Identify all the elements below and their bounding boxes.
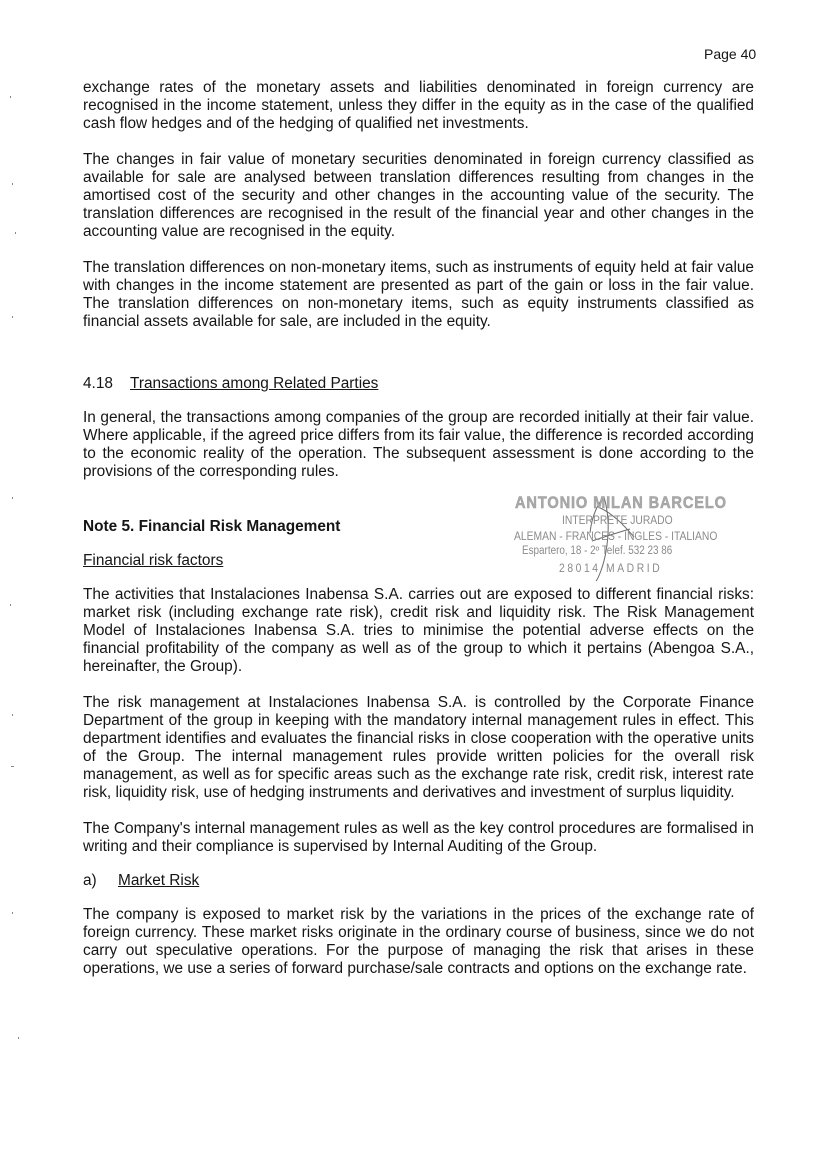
scan-mark xyxy=(10,96,11,98)
section-title: Transactions among Related Parties xyxy=(130,375,379,392)
paragraph-internal-rules: The Company's internal management rules as well as the key control procedures are formalised in writing and their compliance is supervised by Internal Auditing of the Group. xyxy=(83,820,754,855)
paragraph-risk-activities: The activities that Instalaciones Inabensa S.A. carries out are exposed to different financial risks: market risk (including exchange rate risk), credit risk and liquidity risk. The Risk Management Model of Instalaciones Inabensa S.A. tries to minimise the potential adverse effects on the financial profitability of the company as well as of the group to which it pertains (Abengoa S.A., hereinafter, the Group). xyxy=(83,586,754,675)
paragraph-risk-management: The risk management at Instalaciones Inabensa S.A. is controlled by the Corporate Finance Department of the group in keeping with the mandatory internal management rules in effect. This department identifies and evaluates the financial risks in close cooperation with the operative units of the Group. The internal management rules provide written policies for the overall risk management, as well as for specific areas such as the exchange rate risk, credit risk, interest rate risk, liquidity risk, use of hedging instruments and derivatives and investment of surplus liquidity. xyxy=(83,694,754,801)
stamp-role: INTERPRETE JURADO xyxy=(562,513,673,527)
stamp-languages: ALEMAN - FRANCES - INGLES - ITALIANO xyxy=(514,529,718,543)
section-number: 4.18 xyxy=(83,375,113,392)
scan-mark xyxy=(12,316,13,318)
scan-mark xyxy=(18,1037,19,1039)
market-risk-letter: a) xyxy=(83,872,97,889)
document-body xyxy=(83,79,754,996)
scan-mark xyxy=(10,604,11,606)
scan-mark xyxy=(11,766,14,767)
paragraph-exchange-rates: exchange rates of the monetary assets and liabilities denominated in foreign currency are recognised in the income statement, unless they differ in the equity as in the case of the qualified cash flow hedges and of the hedging of qualified net investments. xyxy=(83,79,754,132)
stamp-city: 28014 MADRID xyxy=(559,561,663,575)
paragraph-related-parties: In general, the transactions among companies of the group are recorded initially at their fair value. Where applicable, if the agreed price differs from its fair value, the difference is recorded according to the economic reality of the operation. The subsequent assessment is done according to the provisions of the corresponding rules. xyxy=(83,409,754,480)
stamp-name: ANTONIO MILAN BARCELO xyxy=(515,493,727,512)
financial-risk-factors-subtitle: Financial risk factors xyxy=(83,552,224,569)
scan-mark xyxy=(12,497,13,499)
scan-mark xyxy=(15,232,16,234)
market-risk-heading xyxy=(83,872,754,890)
paragraph-translation-differences: The translation differences on non-monetary items, such as instruments of equity held at fair value with changes in the income statement are presented as part of the gain or loss in the fair value. The translation differences on non-monetary items, such as equity instruments classified as financial assets available for sale, are included in the equity. xyxy=(83,259,754,330)
note-5-title: Note 5. Financial Risk Management xyxy=(83,518,341,535)
scan-mark xyxy=(12,714,13,716)
stamp-address: Espartero, 18 - 2º Telef. 532 23 86 xyxy=(522,545,673,557)
section-heading-4-18 xyxy=(83,375,754,393)
market-risk-title: Market Risk xyxy=(118,872,200,889)
paragraph-market-risk: The company is exposed to market risk by the variations in the prices of the exchange rate of foreign currency. These market risks originate in the ordinary course of business, since we do not carry out speculative operations. For the purpose of managing the risk that arises in these operations, we use a series of forward purchase/sale contracts and options on the exchange rate. xyxy=(83,906,754,977)
scan-mark xyxy=(12,183,13,185)
page-number: Page 40 xyxy=(704,46,757,62)
paragraph-fair-value-changes: The changes in fair value of monetary securities denominated in foreign currency classified as available for sale are analysed between translation differences resulting from changes in the amortised cost of the security and other changes in the accounting value of the security. The translation differences are recognised in the result of the financial year and other changes in the accounting value are recognised in the equity. xyxy=(83,151,754,240)
scan-mark xyxy=(12,912,13,914)
